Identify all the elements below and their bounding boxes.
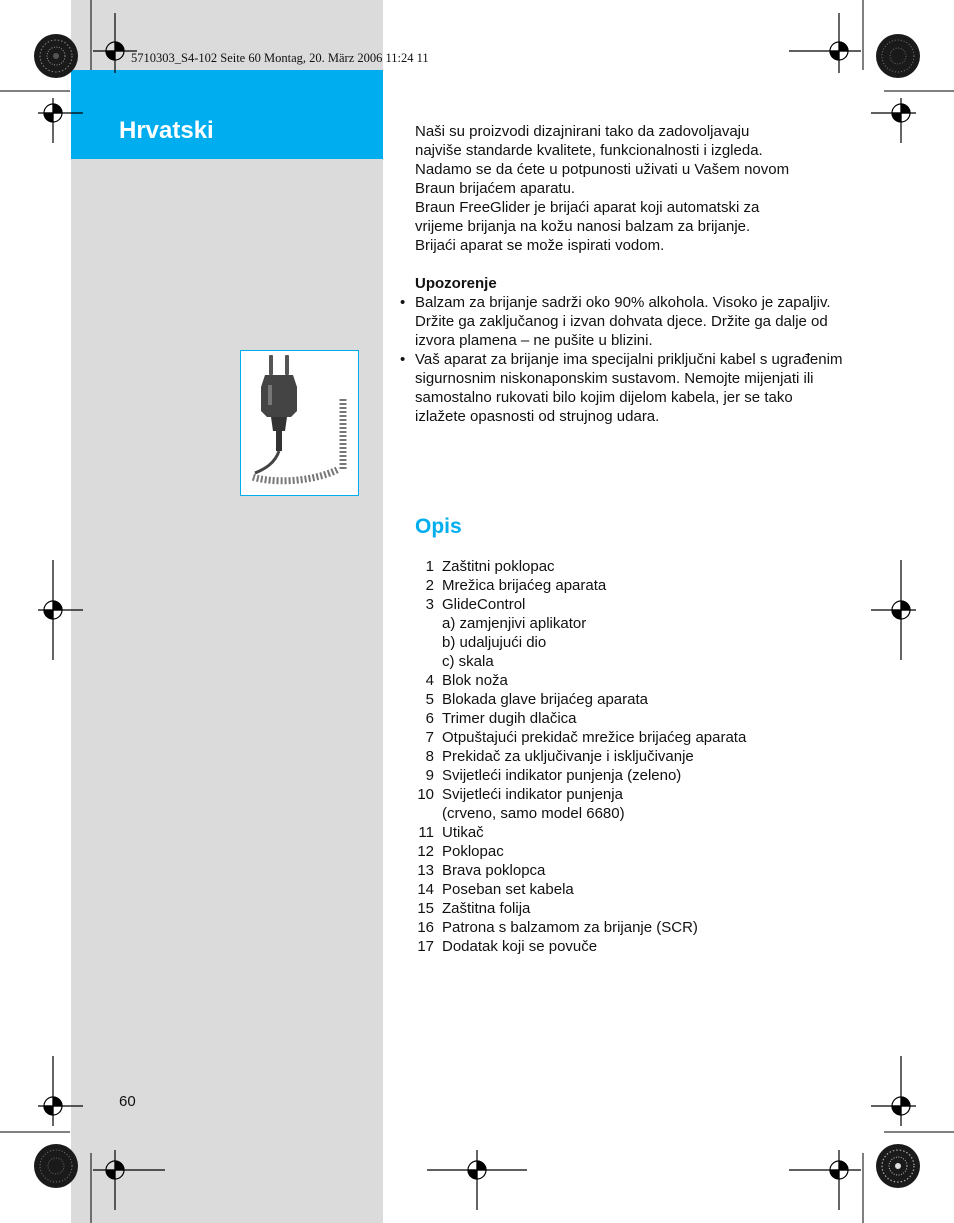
parts-list-subitem: (crveno, samo model 6680) — [442, 805, 625, 822]
parts-list-subitem: b) udaljujući dio — [442, 634, 547, 651]
part-number: 8 — [425, 748, 434, 765]
parts-list-item — [410, 823, 746, 842]
parts-list-item — [410, 899, 746, 918]
body-text — [415, 122, 845, 426]
part-number: 9 — [425, 767, 434, 784]
part-number: 13 — [417, 862, 434, 879]
part-label: Brava poklopca — [442, 862, 546, 879]
parts-list-item — [410, 671, 746, 690]
part-number: 12 — [417, 843, 434, 860]
plug-cable-figure — [240, 350, 359, 496]
parts-list-subitem: a) zamjenjivi aplikator — [442, 615, 587, 632]
part-number: 7 — [425, 729, 434, 746]
sidebar-column — [71, 0, 383, 1223]
part-label: Poklopac — [442, 843, 504, 860]
intro-line: vrijeme brijanja na kožu nanosi balzam za brijanje. — [415, 218, 751, 235]
part-number: 16 — [417, 919, 434, 936]
parts-list-item — [410, 785, 746, 804]
description-heading: Opis — [415, 515, 462, 538]
part-label: Zaštitni poklopac — [442, 558, 555, 575]
parts-list-item — [410, 557, 746, 576]
part-label: Prekidač za uključivanje i isključivanje — [442, 748, 694, 765]
parts-list-subitem: c) skala — [442, 653, 494, 670]
intro-line: Braun brijaćem aparatu. — [415, 180, 576, 197]
parts-list-item — [410, 918, 746, 937]
part-label: Blokada glave brijaćeg aparata — [442, 691, 648, 708]
part-number: 14 — [417, 881, 434, 898]
parts-list-item — [410, 880, 746, 899]
plug-cable-illustration — [241, 351, 358, 495]
part-number: 17 — [417, 938, 434, 955]
section-title-band — [71, 70, 383, 159]
part-label: Dodatak koji se povuče — [442, 938, 598, 955]
parts-list-item — [410, 937, 746, 956]
part-number: 11 — [418, 824, 434, 841]
part-label: Zaštitna folija — [442, 900, 531, 917]
parts-list-item — [410, 766, 746, 785]
part-label: Svijetleći indikator punjenja — [442, 786, 623, 803]
part-label: Otpuštajući prekidač mrežice brijaćeg aparata — [442, 729, 747, 746]
parts-list-item — [410, 709, 746, 728]
part-number: 6 — [425, 710, 434, 727]
parts-list-item — [410, 595, 746, 614]
part-number: 4 — [425, 672, 434, 689]
parts-list-item — [410, 690, 746, 709]
part-label: Blok noža — [442, 672, 508, 689]
print-header: 5710303_S4-102 Seite 60 Montag, 20. März 2006 11:24 11 — [131, 51, 429, 65]
intro-paragraph — [415, 122, 845, 255]
intro-line: Brijaći aparat se može ispirati vodom. — [415, 237, 665, 254]
part-label: Patrona s balzamom za brijanje (SCR) — [442, 919, 698, 936]
part-label: Svijetleći indikator punjenja (zeleno) — [442, 767, 682, 784]
parts-list-item — [410, 861, 746, 880]
part-number: 2 — [425, 577, 434, 594]
part-label: Mrežica brijaćeg aparata — [442, 577, 607, 594]
part-number: 10 — [417, 786, 434, 803]
intro-line: najviše standarde kvalitete, funkcionalnosti i izgleda. — [415, 142, 763, 159]
part-number: 5 — [425, 691, 434, 708]
part-label: Poseban set kabela — [442, 881, 574, 898]
parts-list-item — [410, 747, 746, 766]
warning-bullet: • Balzam za brijanje sadrži oko 90% alkohola. Visoko je zapaljiv. Držite ga zaključanog i izvan dohvata djece. Držite ga dalje od izvora plamena – ne pušite u blizini. — [415, 293, 845, 350]
warning-bullet: • Vaš aparat za brijanje ima specijalni priključni kabel s ugrađenim sigurnosnim niskonaponskim sustavom. Nemojte mijenjati ili samostalno rukovati bilo kojim dijelom kabela, jer se tako izlažete opasnosti od strujnog udara. — [415, 350, 845, 426]
part-number: 1 — [425, 558, 434, 575]
parts-list-item — [410, 728, 746, 747]
part-label: Trimer dugih dlačica — [442, 710, 577, 727]
parts-list — [410, 557, 746, 956]
parts-list-item — [410, 842, 746, 861]
intro-line: Braun FreeGlider je brijaći aparat koji automatski za — [415, 199, 760, 216]
part-number: 3 — [425, 596, 434, 613]
warning-heading: Upozorenje — [415, 275, 497, 292]
page-number: 60 — [119, 1093, 136, 1110]
intro-line: Nadamo se da ćete u potpunosti uživati u Vašem novom — [415, 161, 790, 178]
section-title: Hrvatski — [119, 117, 214, 144]
part-label: Utikač — [442, 824, 484, 841]
part-label: GlideControl — [442, 596, 526, 613]
parts-list-item — [410, 576, 746, 595]
part-number: 15 — [417, 900, 434, 917]
intro-line: Naši su proizvodi dizajnirani tako da zadovoljavaju — [415, 123, 750, 140]
